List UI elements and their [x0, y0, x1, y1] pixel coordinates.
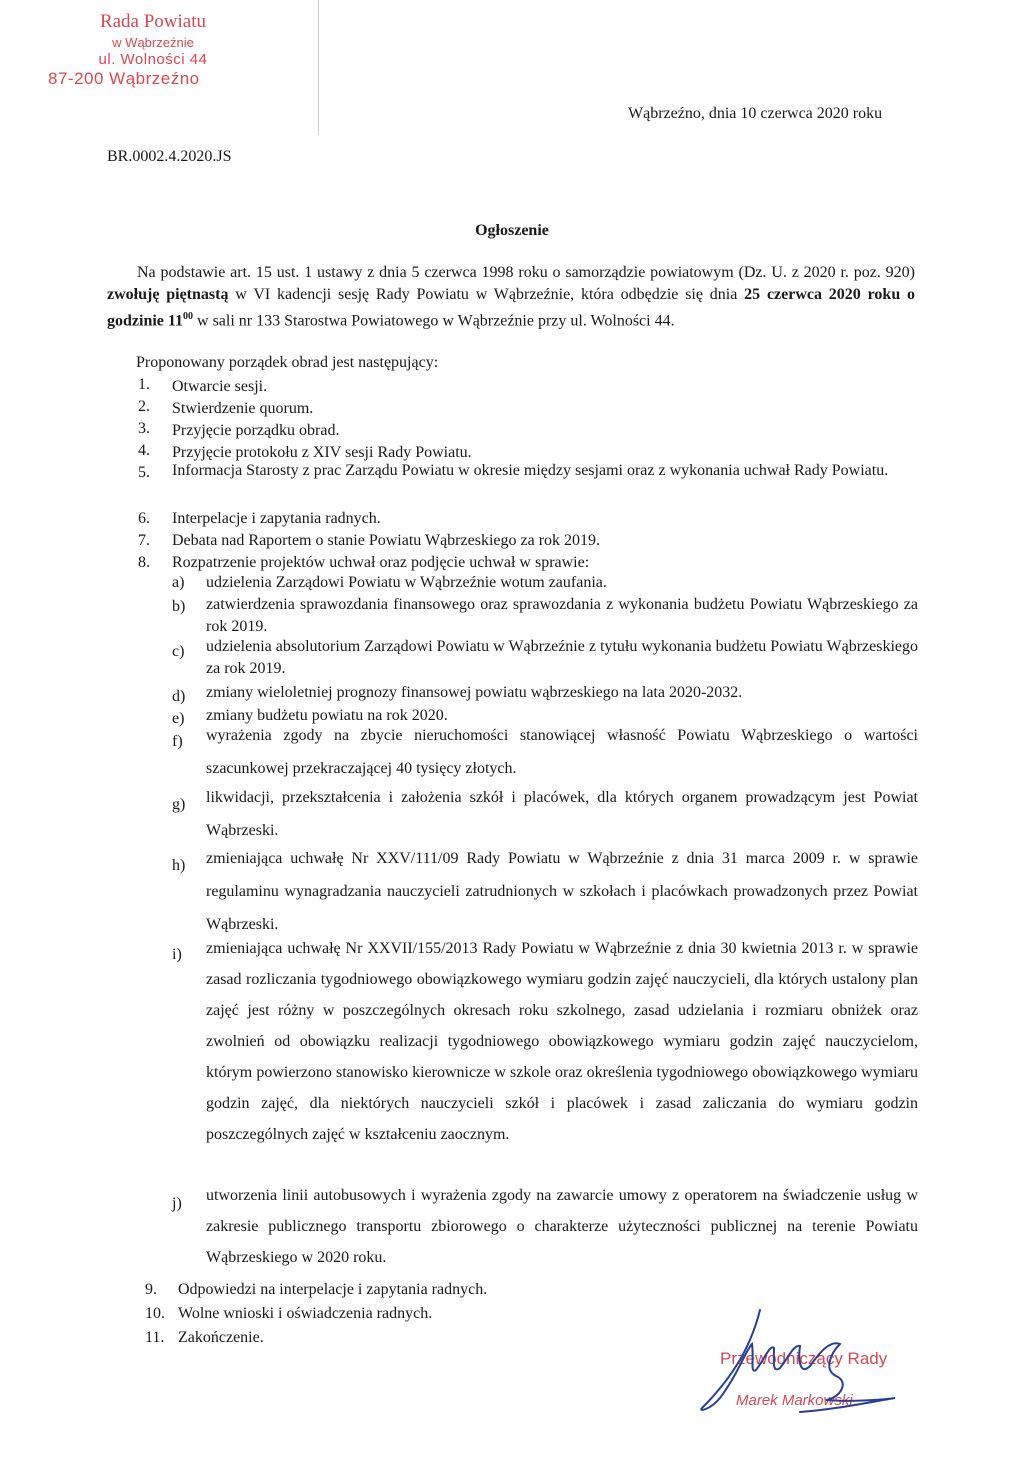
sub-item-letter: f) — [172, 733, 183, 750]
item-text: Informacja Starosty z prac Zarządu Powiatu w okresie między sesjami oraz z wykonania uchwał Rady Powiatu. — [172, 462, 889, 479]
item-text: Otwarcie sesji. — [172, 378, 268, 395]
item-number: 6. — [138, 510, 150, 527]
council-stamp — [48, 10, 258, 89]
item-text: Stwierdzenie quorum. — [172, 400, 314, 417]
sub-item-letter: c) — [172, 643, 185, 660]
item-text: Wolne wnioski i oświadczenia radnych. — [178, 1305, 433, 1322]
handwritten-signature — [690, 1300, 910, 1420]
intro-time-minutes: 00 — [183, 311, 194, 322]
item-text: Zakończenie. — [178, 1329, 264, 1346]
fold-line — [318, 0, 319, 135]
item-number: 1. — [138, 376, 150, 393]
item-text: Rozpatrzenie projektów uchwał oraz podjęcie uchwał w sprawie: — [172, 554, 590, 571]
sub-item-text: udzielenia Zarządowi Powiatu w Wąbrzeźnie wotum zaufania. — [206, 574, 607, 591]
reference-number: BR.0002.4.2020.JS — [107, 148, 232, 165]
document-title: Ogłoszenie — [475, 222, 549, 239]
item-number: 5. — [138, 464, 150, 481]
sub-item-text: likwidacji, przekształcenia i założenia szkół i placówek, dla których organem prowadzącym jest Powiat Wąbrzeski. — [206, 789, 918, 839]
item-number: 2. — [138, 398, 150, 415]
item-text: Przyjęcie protokołu z XIV sesji Rady Powiatu. — [172, 444, 472, 461]
item-text: Odpowiedzi na interpelacje i zapytania radnych. — [178, 1281, 488, 1298]
sub-item-text: zatwierdzenia sprawozdania finansowego oraz sprawozdania z wykonania budżetu Powiatu Wąbrzeskiego za rok 2019. — [206, 596, 918, 635]
item-number: 3. — [138, 420, 150, 437]
sub-item-letter: d) — [172, 688, 186, 705]
item-number: 8. — [138, 554, 150, 571]
sub-item-letter: e) — [172, 710, 185, 727]
item-number: 9. — [145, 1281, 157, 1298]
intro-text-e: w sali nr 133 Starostwa Powiatowego w Wąbrzeźnie przy ul. Wolności 44. — [193, 312, 675, 330]
item-number: 4. — [138, 442, 150, 459]
item-text: Interpelacje i zapytania radnych. — [172, 510, 381, 527]
sub-item-text: zmiany budżetu powiatu na rok 2020. — [206, 707, 448, 724]
item-number: 11. — [145, 1329, 165, 1346]
sub-item-text: zmiany wieloletniej prognozy finansowej powiatu wąbrzeskiego na lata 2020-2032. — [206, 684, 743, 701]
sub-item-text: wyrażenia zgody na zbycie nieruchomości stanowiącej własność Powiatu Wąbrzeskiego o wartości szacunkowej przekraczającej 40 tysięcy złotych. — [206, 727, 918, 777]
sub-item-letter: i) — [172, 946, 182, 963]
sub-item-text: zmieniająca uchwałę Nr XXVII/155/2013 Rady Powiatu w Wąbrzeźnie z dnia 30 kwietnia 2013 r. w sprawie zasad rozliczania tygodniowego obowiązkowego wymiaru godzin zajęć nauczycieli, dla których ustalony plan zajęć jest różny w poszczególnych okresach roku szkolnego, zasad udzielania i rozmiaru obniżek oraz zwolnień od obowiązku realizacji tygodniowego obowiązkowego wymiaru godzin zajęć nauczycielom, którym powierzono stanowisko kierownicze w szkole oraz określenia tygodniowego obowiązkowego wymiaru godzin zajęć, dla niektórych nauczycieli szkół i placówek i zasad zaliczania do wymiaru godzin poszczególnych zajęć w kształceniu zaocznym. — [206, 940, 918, 1143]
intro-paragraph — [107, 262, 915, 332]
agenda-lead: Proponowany porządek obrad jest następujący: — [136, 354, 439, 371]
sub-item-letter: h) — [172, 857, 186, 874]
intro-text-b: zwołuję piętnastą — [107, 286, 229, 303]
intro-text-d: 25 czerwca 2020 roku o godzinie 11 — [107, 286, 916, 330]
signatory-title: Przewodniczący Rady — [720, 1349, 888, 1368]
intro-text-a: Na podstawie art. 15 ust. 1 ustawy z dnia 5 czerwca 1998 roku o samorządzie powiatowym (Dz. U. z 2020 r. poz. 920) — [137, 264, 915, 281]
stamp-line-1: Rada Powiatu — [99, 11, 207, 32]
document-date: Wąbrzeźno, dnia 10 czerwca 2020 roku — [628, 105, 883, 122]
sub-item-text: udzielenia absolutorium Zarządowi Powiatu w Wąbrzeźnie z tytułu wykonania budżetu Powiatu Wąbrzeskiego za rok 2019. — [206, 638, 918, 677]
item-number: 10. — [145, 1305, 165, 1322]
stamp-line-2: w Wąbrzeźnie — [112, 35, 194, 50]
signatory-name: Marek Markowski — [736, 1392, 853, 1409]
intro-text-c: w VI kadencji sesję Rady Powiatu w Wąbrzeźnie, która odbędzie się dnia — [228, 286, 745, 303]
sub-item-letter: a) — [172, 574, 185, 591]
stamp-line-4: 87-200 Wąbrzeźno — [48, 69, 200, 88]
sub-item-letter: b) — [172, 598, 186, 615]
sub-item-letter: g) — [172, 796, 186, 813]
sub-item-text: zmieniająca uchwałę Nr XXV/111/09 Rady Powiatu w Wąbrzeźnie z dnia 31 marca 2009 r. w sprawie regulaminu wynagradzania nauczycieli zatrudnionych w szkołach i placówkach prowadzonych przez Powiat Wąbrzeski. — [206, 850, 918, 933]
item-text: Przyjęcie porządku obrad. — [172, 422, 340, 439]
sub-item-text: utworzenia linii autobusowych i wyrażenia zgody na zawarcie umowy z operatorem na świadczenie usług w zakresie publicznego transportu zbiorowego o charakterze użyteczności publicznej na terenie Powiatu Wąbrzeskiego w 2020 roku. — [206, 1187, 918, 1266]
stamp-line-3: ul. Wolności 44 — [98, 51, 208, 68]
item-number: 7. — [138, 532, 150, 549]
item-text: Debata nad Raportem o stanie Powiatu Wąbrzeskiego za rok 2019. — [172, 532, 601, 549]
sub-item-letter: j) — [172, 1195, 182, 1212]
